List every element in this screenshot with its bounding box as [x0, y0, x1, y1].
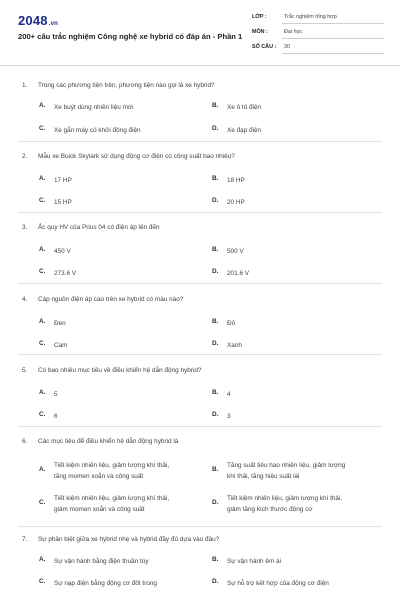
question-divider	[18, 212, 382, 213]
question-divider	[18, 283, 382, 284]
question-text: Mẫu xe Buick Skylark sử dụng động cơ điện có công suất bao nhiêu?	[38, 153, 235, 160]
question-text: Trong các phương tiện trên, phương tiện nào gọi là xe hybrid?	[38, 82, 215, 89]
meta-value: Trắc nghiệm tổng hợp	[284, 14, 337, 20]
meta-value: Đại học	[284, 29, 303, 35]
question-number: 6.	[22, 438, 28, 445]
meta-label: MÔN :	[252, 29, 268, 35]
meta-underline	[282, 23, 384, 24]
question-text: Ắc quy HV của Prius 04 có điện áp lên đến	[38, 224, 160, 231]
question-divider	[18, 141, 382, 142]
question-text: Cáp nguồn điện áp cao trên xe hybrid có màu nào?	[38, 296, 184, 303]
worksheet-meta	[252, 11, 384, 56]
question-divider	[18, 526, 382, 527]
question-number: 1.	[22, 82, 28, 89]
question-text: Có bao nhiêu mục tiêu về điều khiển hệ dẫn động hybrid?	[38, 367, 202, 374]
question-number: 7.	[22, 536, 28, 543]
meta-underline	[282, 38, 384, 39]
question-divider	[18, 426, 382, 427]
question-number: 3.	[22, 224, 28, 231]
meta-row-class	[252, 11, 384, 26]
site-logo[interactable]: 2048.vn	[18, 13, 59, 28]
question-text: Sự phân biệt giữa xe hybrid nhẹ và hybrid đầy đủ dựa vào đâu?	[38, 536, 220, 543]
meta-row-count	[252, 41, 384, 56]
question-divider	[18, 354, 382, 355]
question-text: Các mục tiêu để điều khiển hệ dẫn động hybrid là	[38, 438, 179, 445]
meta-label: LỚP :	[252, 14, 267, 20]
meta-label: SỐ CÂU :	[252, 44, 277, 50]
question-number: 4.	[22, 296, 28, 303]
question-number: 2.	[22, 153, 28, 160]
document-title: 200+ câu trắc nghiệm Công nghệ xe hybrid có đáp án - Phần 1	[18, 32, 243, 41]
meta-underline	[282, 53, 384, 54]
meta-row-subject	[252, 26, 384, 41]
worksheet-header	[0, 0, 400, 66]
meta-value: 30	[284, 44, 290, 50]
question-number: 5.	[22, 367, 28, 374]
